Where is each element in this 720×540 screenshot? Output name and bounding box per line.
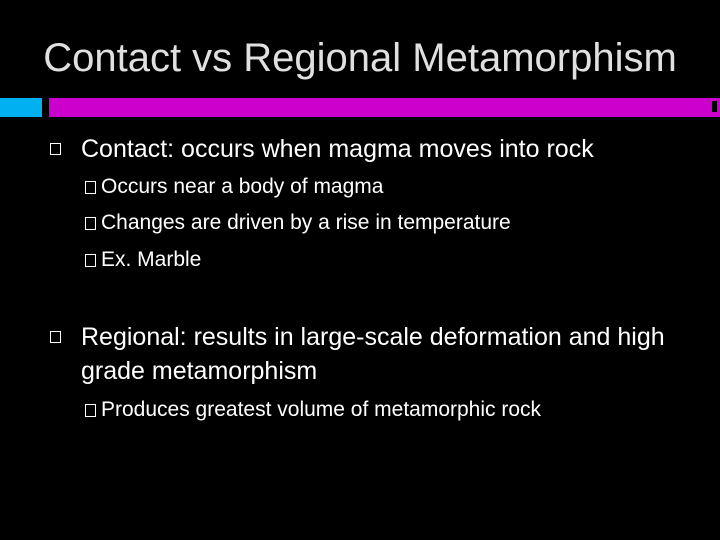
square-sub-bullet-icon <box>85 404 96 417</box>
sub-bullet-text: Changes are driven by a rise in temperature <box>101 211 511 234</box>
sub-bullet-item <box>0 173 720 201</box>
square-sub-bullet-icon <box>85 217 96 230</box>
square-sub-bullet-icon <box>85 254 96 267</box>
square-bullet-icon <box>50 143 61 155</box>
sub-bullet-text: Ex. Marble <box>101 248 202 271</box>
bullet-text: Contact: occurs when magma moves into rock <box>81 135 594 163</box>
square-bullet-icon <box>50 331 61 343</box>
slide-title: Contact vs Regional Metamorphism <box>43 36 677 80</box>
title-accent-bar-magenta <box>49 98 720 117</box>
bullet-item-contact <box>0 132 720 166</box>
bullet-item-regional <box>0 320 720 390</box>
accent-bar-notch <box>711 101 717 112</box>
sub-bullet-text: Occurs near a body of magma <box>101 175 384 198</box>
square-sub-bullet-icon <box>85 181 96 194</box>
sub-bullet-text: Produces greatest volume of metamorphic rock <box>101 398 542 421</box>
sub-bullet-item <box>0 396 720 424</box>
title-accent-bar-cyan <box>0 98 42 117</box>
sub-bullet-item <box>0 246 720 274</box>
sub-bullet-item <box>0 209 720 237</box>
bullet-text: Regional: results in large-scale deformation and high grade metamorphism <box>81 323 665 385</box>
